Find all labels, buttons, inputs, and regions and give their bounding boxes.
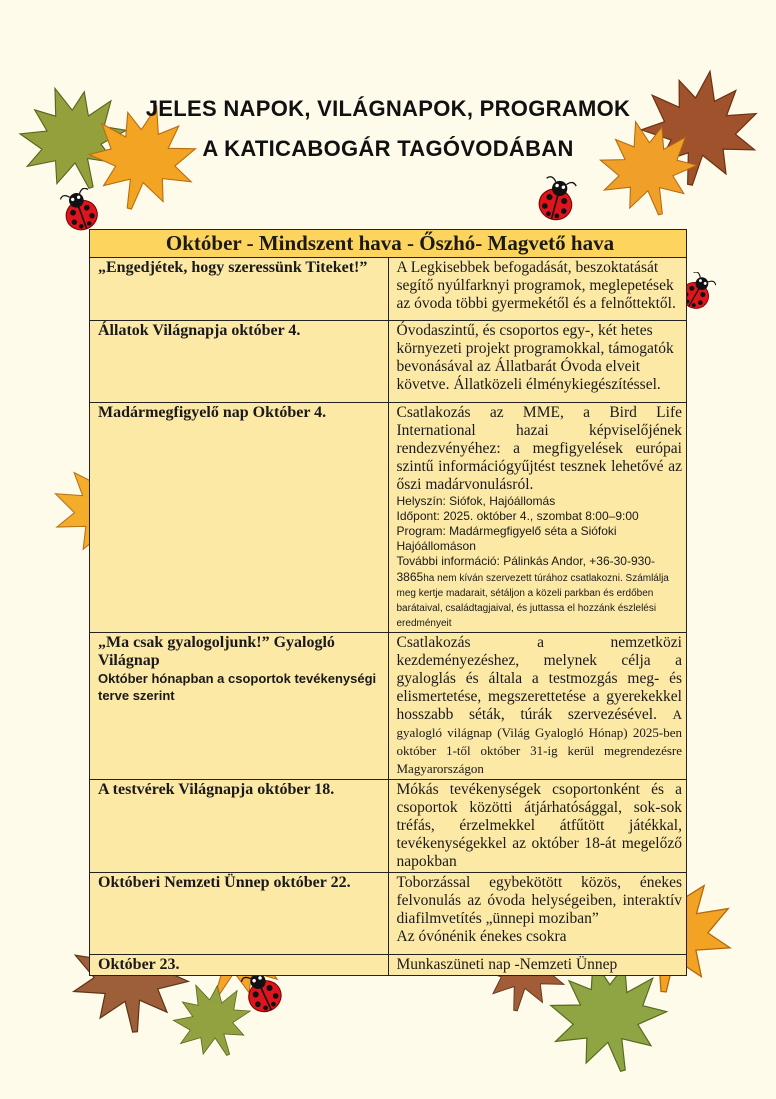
event-extra: A gyalogló világnap (Világ Gyalogló Hónap) 2025-ben október 1-től október 31-ig kerül megrendezésre Magyarországon: [396, 707, 683, 776]
table-row: [90, 955, 687, 976]
table-row: [90, 258, 687, 321]
event-name: „Engedjétek, hogy szeressünk Titeket!”: [90, 258, 389, 321]
event-description: A Legkisebbek befogadását, beszoktatását segítő nyúlfarknyi programok, meglepetések az óvoda többi gyermekétől és a felnőttektől.: [388, 258, 687, 321]
event-description: Óvodaszintű, és csoportos egy-, két hetes környezeti projekt programokkal, támogatók bevonásával az Állatbarát Óvoda elveit követve. Állatközeli élménykiegészítéssel.: [388, 321, 687, 403]
page-subtitle: A KATICABOGÁR TAGÓVODÁBAN: [202, 136, 574, 161]
event-name: Októberi Nemzeti Ünnep október 22.: [90, 873, 389, 955]
event-name: Október 23.: [90, 955, 389, 976]
event-info: További információ: Pálinkás Andor, +36-30-930-3865: [396, 554, 655, 584]
event-name: „Ma csak gyalogoljunk!” Gyalogló Világnap: [98, 634, 335, 669]
event-name: A testvérek Világnapja október 18.: [90, 780, 389, 873]
table-row: [90, 780, 687, 873]
page-title: JELES NAPOK, VILÁGNAPOK, PROGRAMOK: [145, 96, 631, 121]
event-description: Csatlakozás az MME, a Bird Life International hazai képviselőjének rendezvényéhez: a megfigyelések európai szintű információgyűjtést tesznek lehetővé az őszi madárvonulásról.: [396, 404, 682, 493]
event-description: Munkaszüneti nap -Nemzeti Ünnep: [388, 955, 687, 976]
table-row: [90, 633, 687, 780]
event-name-cell: [90, 633, 389, 780]
maple-leaf-icon: [598, 118, 698, 218]
event-place: Helyszín: Siófok, Hajóállomás: [396, 494, 556, 508]
table-header-row: [90, 230, 687, 258]
event-note: ha nem kíván szervezett túrához csatlakozni. Számlálja meg kertje madarait, sétáljon a közeli parkban és erdőben barátaival, családtagjaival, és juttassa el hozzánk észlelési eredményeit: [396, 573, 669, 629]
event-description: Toborzással egybekötött közös, énekes felvonulás az óvoda helységeiben, interaktív diafilmvetítés „ünnepi moziban”: [396, 874, 682, 927]
event-cell: [388, 403, 687, 633]
event-time: Időpont: 2025. október 4., szombat 8:00–9:00: [396, 509, 639, 523]
program-table: [89, 229, 687, 976]
event-name: Állatok Világnapja október 4.: [90, 321, 389, 403]
ladybug-icon: [58, 188, 104, 234]
table-row: [90, 321, 687, 403]
event-name: Madármegfigyelő nap Október 4.: [90, 403, 389, 633]
event-program: Program: Madármegfigyelő séta a Siófoki Hajóállomáson: [396, 524, 617, 553]
table-row: [90, 873, 687, 955]
table-row: [90, 403, 687, 633]
event-description: Mókás tevékenységek csoportonként és a csoportok közötti átjárhatósággal, sok-sok tréfás, érzelmekkel átfűtött játékkal, tevékenységekkel az október 18-át megelőző napokban: [388, 780, 687, 873]
ladybug-icon: [532, 176, 580, 224]
month-header: Október - Mindszent hava - Őszhó- Magvető hava: [90, 230, 687, 258]
event-description: Csatlakozás a nemzetközi kezdeményezéshez, melynek célja a gyaloglás és általa a testmozgás meg- és elismertetése, megszerettetése a gyerekekkel hosszabb séták, túrák szervezésével.: [396, 634, 682, 723]
event-description-2: Az óvónénik énekes csokra: [396, 928, 567, 945]
event-cell: [388, 633, 687, 780]
event-subtitle: Október hónapban a csoportok tevékenységi terve szerint: [98, 671, 377, 703]
event-cell: [388, 873, 687, 955]
